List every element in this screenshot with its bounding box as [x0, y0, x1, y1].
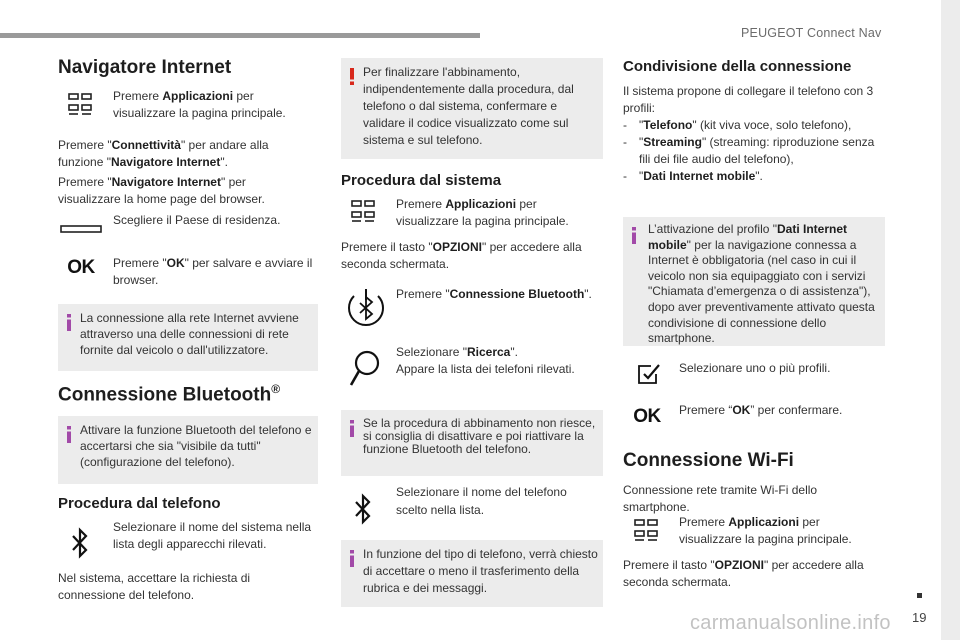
info-icon [347, 550, 357, 567]
apps-grid-icon [68, 93, 92, 117]
ok-icon: OK [67, 257, 95, 278]
select-system-instruction: Selezionare il nome del sistema nella lista degli apparecchi rilevati. [113, 520, 312, 551]
bluetooth-connection-instruction: Premere "Connessione Bluetooth". [396, 287, 592, 301]
info-box-mobile-data: L’attivazione del profilo "Dati Internet mobile" per la navigazione connessa a Internet è obbligatoria (nel caso in cui il veicolo non sia equipaggiato con i servizi "Chiamata d’emergenza o di assistenza"), dopo aver preventivamente attivato questa condivisione di connessione dello smartphone. [623, 217, 885, 346]
accept-instruction: Nel sistema, accettare la richiesta di connessione del telefono. [58, 571, 251, 602]
bluetooth-circle-icon [346, 288, 386, 328]
subsection-title-phone: Procedura dal telefono [58, 495, 221, 512]
apps-grid-icon [634, 519, 658, 543]
options-instruction: Premere il tasto "OPZIONI" per accedere alla seconda schermata. [341, 240, 582, 271]
warning-box-pairing: Per finalizzare l'abbinamento, indipendentemente dalla procedura, dal telefono o dal sistema, confermare e validare il codice visualizzato come sul sistema e sul telefono. [341, 58, 603, 159]
ok-instruction: Premere "OK" per salvare e avviare il browser. [113, 256, 313, 287]
profiles-list [623, 117, 885, 185]
bluetooth-icon [68, 524, 92, 564]
info-icon [629, 227, 639, 244]
section-title-sharing: Condivisione della connessione [623, 58, 852, 75]
ok-icon: OK [633, 406, 661, 427]
bluetooth-icon [351, 490, 375, 530]
checkbox-icon [637, 363, 661, 385]
connectivity-instruction: Premere "Connettività" per andare alla funzione "Navigatore Internet". [58, 138, 269, 169]
list-item: - "Telefono" (kit viva voce, solo telefono), [623, 118, 852, 132]
info-box-pairing-failed: Se la procedura di abbinamento non riesce, si consiglia di disattivare e poi riattivare la funzione Bluetooth del telefono. [341, 410, 603, 476]
watermark: carmanualsonline.info [690, 612, 891, 634]
options-instruction: Premere il tasto "OPZIONI" per accedere alla seconda schermata. [623, 558, 864, 589]
page-number: 19 [912, 610, 927, 625]
side-strip [941, 0, 960, 640]
select-phone-instruction: Selezionare il nome del telefono scelto nella lista. [396, 485, 567, 517]
section-title-bluetooth: Connessione Bluetooth® [58, 382, 281, 406]
keyboard-bar-icon [60, 225, 102, 233]
apps-instruction: Premere Applicazioni per visualizzare la pagina principale. [679, 515, 852, 546]
search-icon [349, 350, 381, 388]
section-title-navigatore: Navigatore Internet [58, 57, 232, 78]
confirm-instruction: Premere “OK” per confermare. [679, 403, 843, 417]
list-item: - "Dati Internet mobile". [623, 169, 763, 183]
manual-title: PEUGEOT Connect Nav [741, 26, 882, 40]
wifi-intro: Connessione rete tramite Wi-Fi dello smartphone. [623, 483, 818, 514]
profiles-instruction: Selezionare uno o più profili. [679, 361, 831, 375]
info-icon [64, 426, 74, 443]
top-rule [0, 33, 480, 38]
continue-marker [917, 593, 922, 598]
list-item: - "Streaming" (streaming: riproduzione senza fili dei file audio del telefono), [623, 135, 875, 166]
apps-instruction: Premere Applicazioni per visualizzare la pagina principale. [396, 197, 569, 228]
subsection-title-system: Procedura dal sistema [341, 172, 502, 189]
info-box-activate-bluetooth: Attivare la funzione Bluetooth del telefono e accertarsi che sia "visibile da tutti" (configurazione del telefono). [58, 416, 318, 484]
info-box-transfer: In funzione del tipo di telefono, verrà chiesto di accettare o meno il trasferimento della rubrica e dei messaggi. [341, 540, 603, 607]
warning-icon [347, 68, 357, 85]
profiles-intro: Il sistema propone di collegare il telefono con 3 profili: [623, 84, 874, 115]
apps-grid-icon [351, 200, 375, 224]
info-icon [64, 314, 74, 331]
section-title-wifi: Connessione Wi-Fi [623, 450, 794, 471]
country-instruction: Scegliere il Paese di residenza. [113, 213, 281, 227]
browser-instruction: Premere "Navigatore Internet" per visualizzare la home page del browser. [58, 175, 265, 206]
apps-instruction: Premere Applicazioni per visualizzare la pagina principale. [113, 89, 286, 120]
info-box-connection: La connessione alla rete Internet avviene attraverso una delle connessioni di rete fornite dal veicolo o dall'utilizzatore. [58, 304, 318, 371]
info-icon [347, 420, 357, 437]
search-instruction: Selezionare "Ricerca". Appare la lista dei telefoni rilevati. [396, 345, 575, 376]
